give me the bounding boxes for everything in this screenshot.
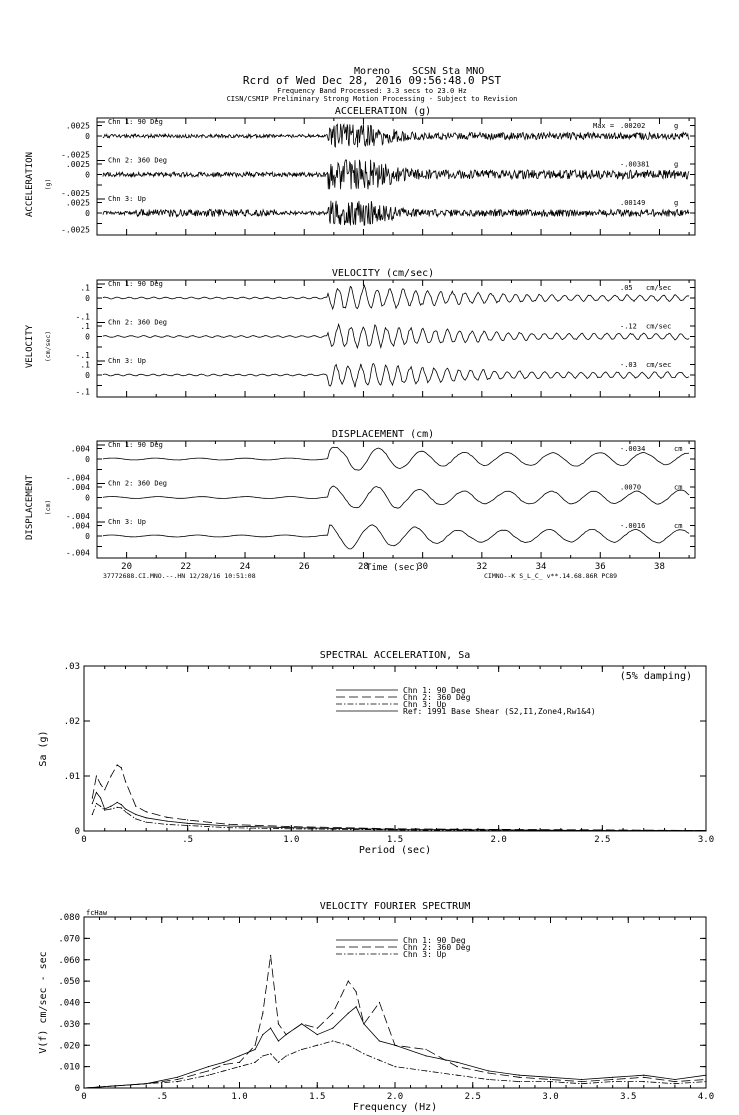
- data-point: [519, 1077, 520, 1078]
- data-point: [104, 810, 105, 811]
- x-tick-label: 3.0: [542, 1092, 559, 1102]
- peak-unit: cm/sec: [646, 284, 672, 292]
- y-tick-label: .1: [80, 360, 90, 370]
- data-point: [379, 1002, 380, 1003]
- data-point: [356, 1049, 357, 1050]
- data-point: [270, 1053, 271, 1054]
- y-tick-label: 0: [85, 455, 90, 464]
- data-point: [643, 1081, 644, 1082]
- waveform-trace: [103, 324, 689, 348]
- x-tick-label: 3.0: [697, 835, 715, 845]
- peak-unit: g: [674, 199, 679, 207]
- peak-unit: cm/sec: [646, 361, 672, 369]
- data-point: [519, 1081, 520, 1082]
- waveform-trace: [103, 364, 689, 388]
- data-point: [581, 1081, 582, 1082]
- data-point: [254, 1062, 255, 1063]
- data-point: [146, 817, 147, 818]
- data-point: [262, 1055, 263, 1056]
- data-point: [291, 828, 292, 829]
- processing-note: CISN/CSMIP Preliminary Strong Motion Processing - Subject to Revision: [226, 95, 518, 103]
- legend-label: Chn 2: 360 Deg: [403, 693, 471, 702]
- x-tick-label: .5: [156, 1092, 168, 1102]
- x-tick-label: 1.0: [231, 1092, 248, 1102]
- y-tick-label: -.004: [65, 511, 90, 521]
- peak-value: .00149: [620, 199, 646, 207]
- peak-unit: g: [674, 122, 679, 130]
- data-point: [317, 1045, 318, 1046]
- data-point: [301, 1023, 302, 1024]
- x-tick-label: 38: [654, 562, 665, 572]
- channel-label: Chn 3: Up: [108, 357, 146, 365]
- data-point: [104, 789, 105, 790]
- y-tick-label: .0025: [65, 121, 90, 131]
- legend-label: Chn 2: 360 Deg: [403, 943, 471, 952]
- data-point: [223, 1062, 224, 1063]
- data-point: [110, 808, 111, 809]
- y-tick-label: 0: [74, 827, 80, 837]
- data-point: [110, 775, 111, 776]
- data-point: [674, 1079, 675, 1080]
- series-line: [84, 1041, 706, 1088]
- panel-units-label: (cm/sec): [44, 330, 52, 363]
- waveform-trace: [103, 447, 689, 470]
- panel-title: DISPLACEMENT (cm): [331, 429, 435, 440]
- y-tick-label: .0025: [65, 160, 90, 169]
- data-point: [208, 1075, 209, 1076]
- y-tick-label: 0: [85, 170, 90, 180]
- channel-label: Chn 1: 90 Deg: [108, 118, 163, 126]
- corner-label: fcHaw: [86, 909, 108, 917]
- data-point: [92, 814, 93, 815]
- data-point: [498, 829, 499, 830]
- x-tick-label: 36: [594, 562, 606, 572]
- spectral-acceleration-chart: [38, 650, 714, 856]
- data-point: [348, 981, 349, 982]
- data-point: [223, 1064, 224, 1065]
- data-point: [110, 806, 111, 807]
- x-tick-label: 20: [121, 562, 133, 572]
- x-tick-label: 2.5: [594, 835, 611, 845]
- peak-value: -.03: [620, 361, 637, 369]
- channel-label: Chn 2: 360 Deg: [108, 318, 168, 327]
- station-network: SCSN Sta MNO: [412, 66, 485, 77]
- data-point: [146, 1083, 147, 1084]
- y-tick-label: -.0025: [61, 188, 90, 198]
- data-point: [278, 1040, 279, 1041]
- data-point: [643, 1077, 644, 1078]
- data-point: [146, 822, 147, 823]
- y-tick-label: 0: [85, 132, 90, 141]
- x-tick-label: 28: [358, 562, 369, 572]
- data-point: [278, 1062, 279, 1063]
- series-line: [84, 1007, 706, 1088]
- data-point: [239, 1066, 240, 1067]
- y-tick-label: -.1: [75, 387, 90, 397]
- peak-value: -.12: [620, 322, 637, 331]
- legend-label: Chn 1: 90 Deg: [403, 686, 466, 695]
- series-line: [92, 804, 706, 831]
- waveform-trace: [103, 201, 689, 226]
- data-point: [394, 1066, 395, 1067]
- data-point: [488, 1079, 489, 1080]
- data-point: [332, 1013, 333, 1014]
- data-point: [115, 1085, 116, 1086]
- data-point: [166, 824, 167, 825]
- y-tick-label: .070: [58, 934, 80, 945]
- data-point: [488, 1070, 489, 1071]
- record-line: Rcrd of Wed Dec 28, 2016 09:56:48.0 PST: [242, 74, 502, 87]
- y-tick-label: .0025: [65, 198, 90, 208]
- data-point: [177, 1077, 178, 1078]
- data-point: [301, 1049, 302, 1050]
- data-point: [92, 803, 93, 804]
- x-tick-label: 2.0: [490, 835, 507, 845]
- time-series-panel: [25, 268, 695, 397]
- data-point: [498, 830, 499, 831]
- y-tick-label: .004: [70, 483, 90, 492]
- data-point: [457, 1062, 458, 1063]
- y-tick-label: -.004: [65, 548, 90, 558]
- peak-value: -.0016: [620, 522, 646, 530]
- series-line: [84, 956, 706, 1089]
- data-point: [229, 827, 230, 828]
- data-point: [705, 1081, 706, 1082]
- data-point: [229, 825, 230, 826]
- peak-unit: cm/sec: [646, 322, 672, 331]
- channel-label: Chn 2: 360 Deg: [108, 156, 168, 165]
- y-tick-label: .004: [70, 444, 90, 454]
- panel-title: VELOCITY (cm/sec): [331, 268, 435, 279]
- y-tick-label: 0: [85, 493, 90, 503]
- y-tick-label: .02: [63, 717, 80, 727]
- data-point: [146, 811, 147, 812]
- data-point: [602, 830, 603, 831]
- data-point: [83, 1087, 84, 1088]
- peak-value: .00202: [620, 122, 646, 130]
- data-point: [96, 803, 97, 804]
- max-prefix: Max =: [593, 122, 615, 130]
- peak-unit: g: [674, 160, 679, 169]
- data-point: [674, 1083, 675, 1084]
- data-point: [348, 1045, 349, 1046]
- data-point: [550, 1079, 551, 1080]
- y-tick-label: 0: [85, 332, 90, 342]
- y-tick-label: -.0025: [61, 225, 90, 235]
- data-point: [187, 819, 188, 820]
- data-point: [457, 1066, 458, 1067]
- data-point: [286, 1034, 287, 1035]
- data-point: [394, 828, 395, 829]
- x-tick-label: 24: [239, 562, 251, 572]
- time-series-panel: [25, 429, 695, 558]
- y-tick-label: .004: [70, 521, 90, 531]
- data-point: [612, 1081, 613, 1082]
- panel-ylabel: ACCELERATION: [25, 151, 35, 218]
- data-point: [104, 808, 105, 809]
- y-tick-label: .060: [58, 955, 80, 966]
- data-point: [100, 806, 101, 807]
- y-tick-label: .010: [58, 1062, 80, 1073]
- x-tick-label: 30: [417, 562, 429, 572]
- panel-frame: [97, 441, 695, 558]
- panel-ylabel: VELOCITY: [25, 324, 35, 369]
- panel-ylabel: DISPLACEMENT: [25, 474, 35, 541]
- x-tick-label: 26: [298, 562, 310, 572]
- y-tick-label: 0: [74, 1084, 80, 1094]
- channel-label: Chn 2: 360 Deg: [108, 479, 168, 488]
- y-tick-label: -.004: [65, 473, 90, 483]
- legend-label: Chn 3: Up: [403, 700, 447, 709]
- y-tick-label: -.0025: [61, 150, 90, 160]
- channel-label: Chn 3: Up: [108, 518, 146, 526]
- panel-units-label: (cm): [44, 499, 52, 516]
- y-axis-label: Sa (g): [38, 730, 49, 767]
- y-tick-label: .080: [58, 913, 80, 923]
- peak-unit: cm: [674, 522, 683, 530]
- data-point: [291, 826, 292, 827]
- data-point: [379, 1040, 380, 1041]
- data-point: [117, 807, 118, 808]
- data-point: [121, 807, 122, 808]
- data-point: [317, 1034, 318, 1035]
- data-point: [187, 825, 188, 826]
- data-point: [117, 764, 118, 765]
- data-point: [135, 818, 136, 819]
- peak-unit: cm: [674, 445, 683, 453]
- data-point: [117, 802, 118, 803]
- data-point: [550, 1077, 551, 1078]
- series-line: [92, 765, 706, 831]
- data-point: [254, 1049, 255, 1050]
- data-point: [187, 823, 188, 824]
- time-series-panels: [25, 106, 695, 580]
- data-point: [100, 784, 101, 785]
- peak-value: -.00381: [620, 160, 650, 169]
- footer-left: 37772688.CI.MNO.--.HN 12/28/16 10:51:08: [103, 572, 256, 580]
- data-point: [166, 821, 167, 822]
- data-point: [519, 1075, 520, 1076]
- data-point: [612, 1077, 613, 1078]
- data-point: [363, 1053, 364, 1054]
- data-point: [278, 1023, 279, 1024]
- data-point: [125, 811, 126, 812]
- legend-label: Chn 3: Up: [403, 950, 447, 959]
- data-point: [121, 767, 122, 768]
- data-point: [92, 797, 93, 798]
- y-axis-label: V(f) cm/sec - sec: [38, 951, 49, 1054]
- x-tick-label: 2.0: [386, 1092, 404, 1102]
- data-point: [426, 1049, 427, 1050]
- x-tick-label: 1.5: [309, 1092, 326, 1102]
- channel-label: Chn 1: 90 Deg: [108, 280, 163, 288]
- data-point: [705, 1079, 706, 1080]
- data-point: [457, 1075, 458, 1076]
- data-point: [332, 1040, 333, 1041]
- data-point: [262, 1034, 263, 1035]
- panel-units-label: (g): [44, 178, 52, 191]
- chart-title: VELOCITY FOURIER SPECTRUM: [319, 901, 471, 912]
- data-point: [488, 1072, 489, 1073]
- y-tick-label: .040: [58, 998, 80, 1009]
- channel-label: Chn 1: 90 Deg: [108, 441, 163, 449]
- y-tick-label: 0: [85, 209, 90, 218]
- legend-label: Ref: 1991 Base Shear (S2,I1,Zone4,Rw1&4): [403, 707, 596, 716]
- y-tick-label: -.1: [75, 350, 90, 360]
- data-point: [254, 1045, 255, 1046]
- data-point: [705, 830, 706, 831]
- x-tick-label: 32: [476, 562, 488, 572]
- plot-frame: [84, 666, 706, 831]
- data-point: [166, 817, 167, 818]
- series-line: [92, 793, 706, 831]
- data-point: [426, 1055, 427, 1056]
- data-point: [229, 824, 230, 825]
- data-point: [363, 1023, 364, 1024]
- band-line: Frequency Band Processed: 3.3 secs to 23.0 Hz: [277, 87, 467, 95]
- data-point: [317, 1028, 318, 1029]
- damping-annotation: (5% damping): [619, 671, 692, 682]
- data-point: [286, 1055, 287, 1056]
- data-point: [270, 955, 271, 956]
- data-point: [135, 814, 136, 815]
- waveform-trace: [103, 160, 689, 189]
- velocity-fourier-spectrum-chart: [38, 901, 714, 1113]
- panel-title: ACCELERATION (g): [334, 106, 432, 117]
- data-point: [674, 1081, 675, 1082]
- data-point: [348, 1013, 349, 1014]
- plot-frame: [84, 917, 706, 1088]
- x-tick-label: 1.0: [283, 835, 300, 845]
- data-point: [100, 797, 101, 798]
- data-point: [581, 1079, 582, 1080]
- x-axis-label: Frequency (Hz): [352, 1102, 438, 1113]
- data-point: [121, 804, 122, 805]
- data-point: [135, 806, 136, 807]
- data-point: [332, 1028, 333, 1029]
- y-tick-label: 0: [85, 294, 90, 303]
- y-tick-label: .020: [58, 1041, 80, 1052]
- data-point: [643, 1075, 644, 1076]
- time-series-panel: [25, 106, 695, 235]
- data-point: [426, 1070, 427, 1071]
- y-tick-label: 0: [85, 532, 90, 541]
- x-tick-label: 1.5: [386, 835, 404, 845]
- data-point: [356, 1006, 357, 1007]
- data-point: [356, 991, 357, 992]
- y-tick-label: .050: [58, 977, 80, 988]
- data-point: [223, 1070, 224, 1071]
- x-tick-label: 4.0: [697, 1092, 715, 1102]
- data-point: [125, 781, 126, 782]
- x-tick-label: .5: [182, 835, 194, 845]
- y-tick-label: .01: [63, 772, 80, 782]
- x-axis-label: Period (sec): [358, 845, 432, 856]
- data-point: [270, 1028, 271, 1029]
- data-point: [379, 1060, 380, 1061]
- waveform-trace: [103, 525, 689, 549]
- data-point: [550, 1081, 551, 1082]
- peak-unit: cm: [674, 483, 683, 492]
- data-point: [394, 829, 395, 830]
- peak-value: -.0034: [620, 445, 646, 453]
- data-point: [125, 808, 126, 809]
- data-point: [239, 1062, 240, 1063]
- y-tick-label: .1: [80, 322, 90, 331]
- station-name: Moreno: [353, 66, 391, 77]
- y-tick-label: .03: [63, 662, 80, 672]
- data-point: [96, 775, 97, 776]
- data-point: [262, 1013, 263, 1014]
- x-tick-label: 2.5: [464, 1092, 481, 1102]
- x-tick-label: 3.5: [620, 1092, 637, 1102]
- data-point: [394, 1045, 395, 1046]
- x-tick-label: 0: [81, 1092, 87, 1102]
- data-point: [208, 1066, 209, 1067]
- footer-right: CIMNO--K S_L_C_ v**.14.68.86R PC89: [484, 572, 618, 580]
- y-tick-label: .1: [80, 283, 90, 293]
- x-tick-label: 22: [180, 562, 192, 572]
- peak-value: .05: [620, 284, 633, 292]
- data-point: [239, 1055, 240, 1056]
- waveform-trace: [103, 285, 689, 309]
- y-tick-label: -.1: [75, 312, 90, 322]
- x-tick-label: 0: [81, 835, 87, 845]
- data-point: [612, 1079, 613, 1080]
- chart-title: SPECTRAL ACCELERATION, Sa: [319, 650, 471, 661]
- channel-label: Chn 3: Up: [108, 195, 146, 203]
- data-point: [705, 1075, 706, 1076]
- data-point: [96, 792, 97, 793]
- data-point: [208, 1070, 209, 1071]
- legend-label: Chn 1: 90 Deg: [403, 936, 466, 945]
- x-axis-label: Time (sec): [365, 563, 421, 573]
- y-tick-label: 0: [85, 371, 90, 380]
- data-point: [177, 1079, 178, 1080]
- y-tick-label: .030: [58, 1019, 80, 1030]
- peak-value: .0070: [620, 483, 642, 492]
- x-tick-label: 34: [535, 562, 547, 572]
- data-point: [177, 1081, 178, 1082]
- data-point: [291, 827, 292, 828]
- data-point: [581, 1083, 582, 1084]
